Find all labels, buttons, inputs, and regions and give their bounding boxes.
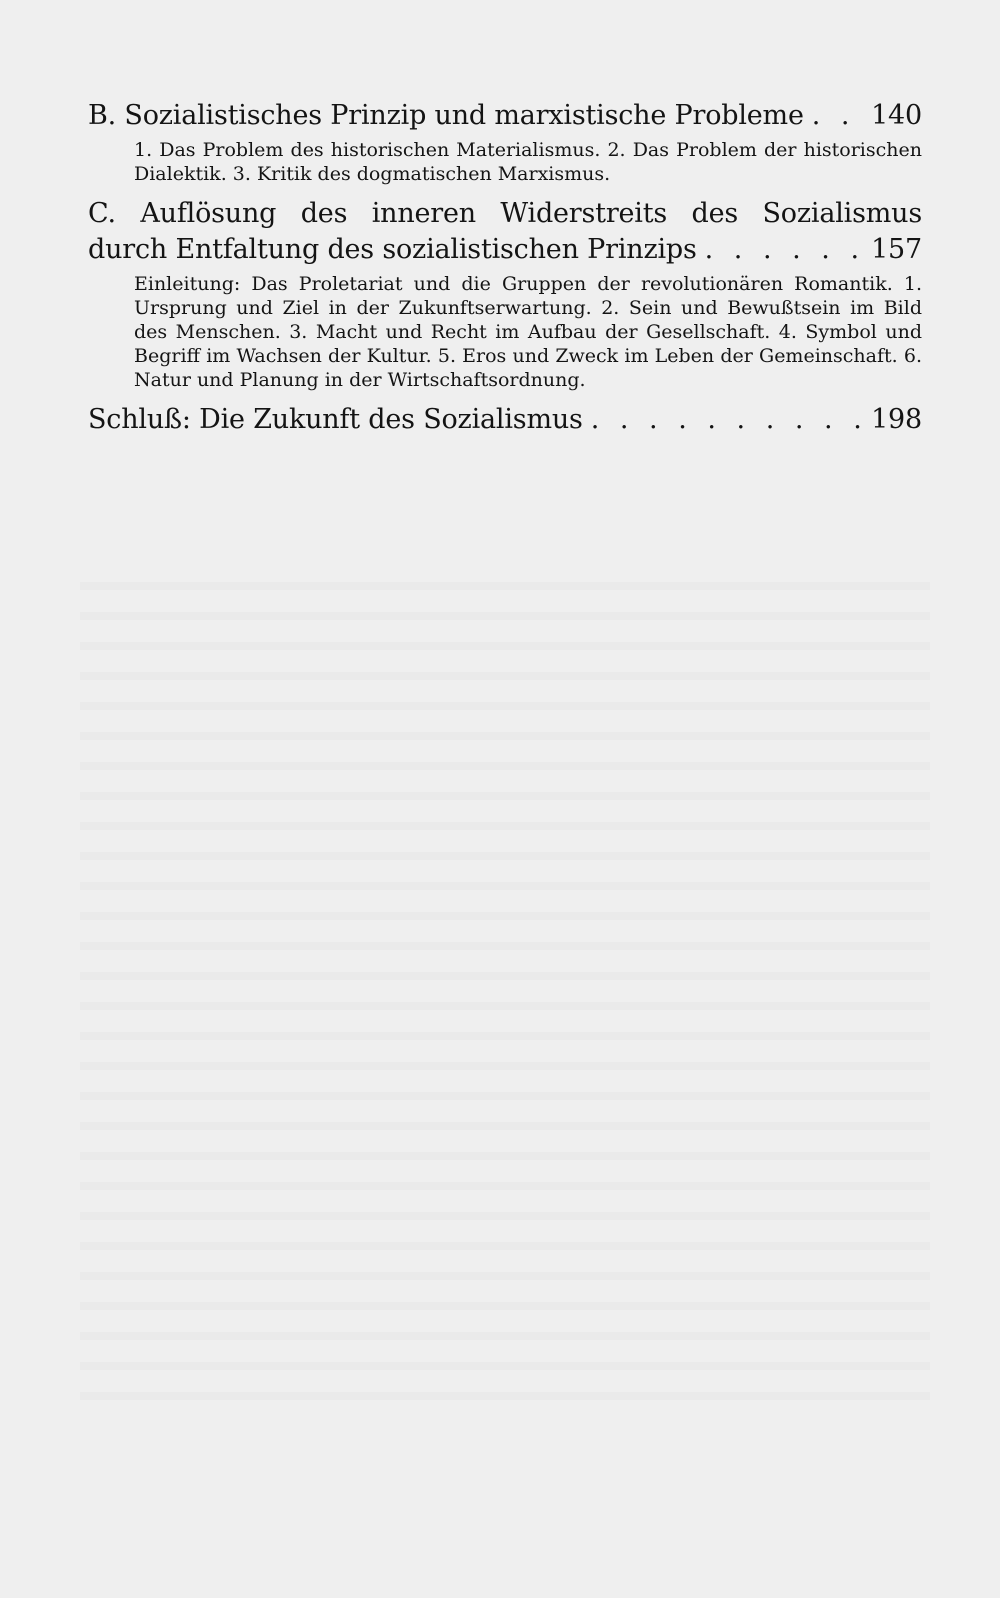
toc-page-b: 140 <box>871 100 922 131</box>
toc-entry-schluss <box>88 402 922 438</box>
table-of-contents <box>88 98 922 448</box>
toc-entry-b <box>88 98 922 186</box>
toc-title-b: B. Sozialistisches Prinzip und marxistische Probleme <box>88 100 804 131</box>
toc-entry-c <box>88 196 922 392</box>
dot-leader <box>591 402 861 438</box>
toc-page-c: 157 <box>871 234 922 265</box>
toc-title-c-line2: durch Entfaltung des sozialistischen Prinzips <box>88 234 697 265</box>
bleed-through-text <box>80 560 930 1410</box>
toc-heading-b <box>88 98 922 134</box>
dot-leader <box>705 232 861 268</box>
toc-title-schluss: Schluß: Die Zukunft des Sozialismus <box>88 404 583 435</box>
toc-details-c: Einleitung: Das Proletariat und die Gruppen der revolutionären Romantik. 1. Ursprung und Ziel in der Zukunftserwartung. 2. Sein und Bewußtsein im Bild des Menschen. 3. Macht und Recht im Aufbau der Gesellschaft. 4. Symbol und Begriff im Wachsen der Kultur. 5. Eros und Zweck im Leben der Gemeinschaft. 6. Natur und Planung in der Wirtschaftsordnung. <box>134 273 922 391</box>
toc-heading-c <box>88 196 922 268</box>
toc-page-schluss: 198 <box>871 404 922 435</box>
toc-title-c-line2-row <box>88 232 922 268</box>
toc-heading-schluss <box>88 402 922 438</box>
dot-leader <box>812 98 861 134</box>
toc-title-c-line1: C. Auflösung des inneren Widerstreits des Sozialismus <box>88 198 922 229</box>
toc-details-b: 1. Das Problem des historischen Materialismus. 2. Das Problem der historischen Dialektik. 3. Kritik des dogmatischen Marxismus. <box>134 139 922 185</box>
